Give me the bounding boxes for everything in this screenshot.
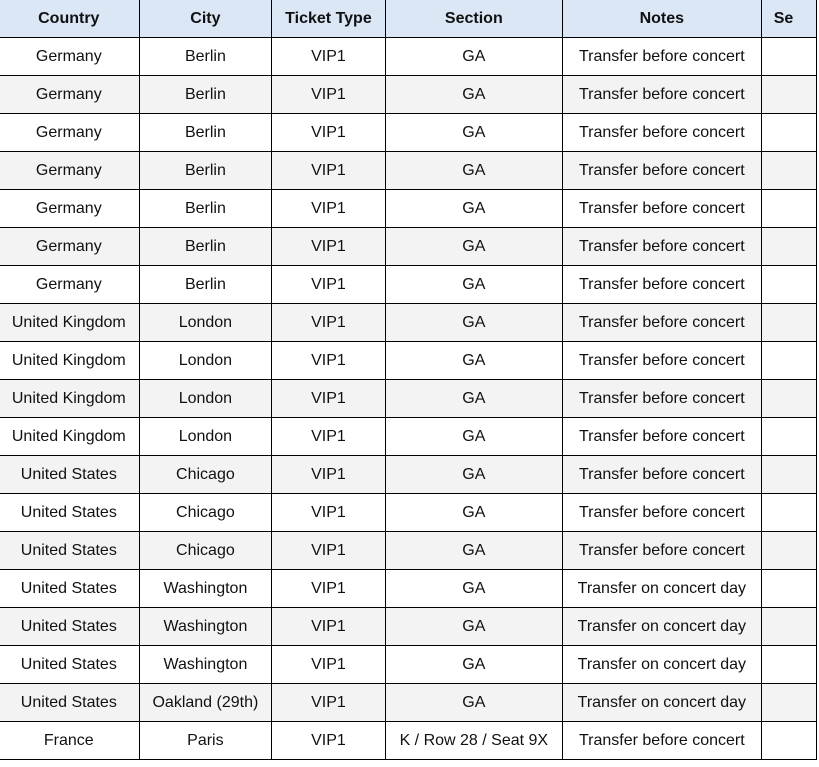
table-row[interactable]: [0, 380, 817, 418]
cell-city: Berlin: [139, 152, 272, 190]
cell-truncated-column: [761, 228, 816, 266]
cell-truncated-column: [761, 152, 816, 190]
cell-city: Paris: [139, 722, 272, 760]
cell-ticket-type: VIP1: [272, 456, 386, 494]
cell-truncated-column: [761, 456, 816, 494]
cell-city: Berlin: [139, 190, 272, 228]
cell-section: GA: [385, 38, 562, 76]
cell-notes: Transfer on concert day: [562, 608, 761, 646]
cell-truncated-column: [761, 646, 816, 684]
cell-section: GA: [385, 304, 562, 342]
cell-notes: Transfer before concert: [562, 304, 761, 342]
cell-notes: Transfer before concert: [562, 456, 761, 494]
table-row[interactable]: [0, 114, 817, 152]
cell-ticket-type: VIP1: [272, 570, 386, 608]
cell-city: Berlin: [139, 38, 272, 76]
cell-section: GA: [385, 380, 562, 418]
table-row[interactable]: [0, 608, 817, 646]
cell-truncated-column: [761, 570, 816, 608]
cell-notes: Transfer before concert: [562, 532, 761, 570]
table-row[interactable]: [0, 190, 817, 228]
table-row[interactable]: [0, 646, 817, 684]
cell-truncated-column: [761, 266, 816, 304]
cell-truncated-column: [761, 38, 816, 76]
cell-notes: Transfer before concert: [562, 152, 761, 190]
cell-country: United Kingdom: [0, 342, 139, 380]
cell-notes: Transfer before concert: [562, 418, 761, 456]
cell-country: United States: [0, 494, 139, 532]
table-row[interactable]: [0, 570, 817, 608]
cell-city: Berlin: [139, 228, 272, 266]
cell-truncated-column: [761, 304, 816, 342]
cell-truncated-column: [761, 380, 816, 418]
cell-ticket-type: VIP1: [272, 152, 386, 190]
cell-ticket-type: VIP1: [272, 608, 386, 646]
cell-city: Berlin: [139, 266, 272, 304]
cell-section: GA: [385, 114, 562, 152]
cell-country: United States: [0, 456, 139, 494]
cell-country: Germany: [0, 266, 139, 304]
table-row[interactable]: [0, 532, 817, 570]
cell-notes: Transfer before concert: [562, 76, 761, 114]
cell-section: GA: [385, 418, 562, 456]
cell-ticket-type: VIP1: [272, 418, 386, 456]
cell-section: GA: [385, 532, 562, 570]
cell-section: K / Row 28 / Seat 9X: [385, 722, 562, 760]
cell-ticket-type: VIP1: [272, 76, 386, 114]
table-row[interactable]: [0, 684, 817, 722]
cell-country: United Kingdom: [0, 380, 139, 418]
table-row[interactable]: [0, 152, 817, 190]
header-truncated-column[interactable]: Se: [761, 0, 816, 38]
cell-notes: Transfer before concert: [562, 190, 761, 228]
cell-section: GA: [385, 646, 562, 684]
cell-country: Germany: [0, 114, 139, 152]
cell-city: Chicago: [139, 494, 272, 532]
cell-truncated-column: [761, 722, 816, 760]
cell-notes: Transfer before concert: [562, 114, 761, 152]
cell-city: Washington: [139, 646, 272, 684]
cell-notes: Transfer before concert: [562, 494, 761, 532]
cell-ticket-type: VIP1: [272, 266, 386, 304]
cell-ticket-type: VIP1: [272, 684, 386, 722]
cell-country: United States: [0, 570, 139, 608]
cell-country: Germany: [0, 152, 139, 190]
cell-notes: Transfer on concert day: [562, 684, 761, 722]
table-row[interactable]: [0, 418, 817, 456]
cell-notes: Transfer on concert day: [562, 570, 761, 608]
table-row[interactable]: [0, 266, 817, 304]
table-row[interactable]: [0, 38, 817, 76]
cell-city: Washington: [139, 570, 272, 608]
cell-section: GA: [385, 152, 562, 190]
cell-notes: Transfer before concert: [562, 342, 761, 380]
cell-country: United Kingdom: [0, 418, 139, 456]
header-notes[interactable]: Notes: [562, 0, 761, 38]
cell-section: GA: [385, 190, 562, 228]
header-row: [0, 0, 817, 38]
table-body: [0, 38, 817, 760]
cell-truncated-column: [761, 532, 816, 570]
cell-notes: Transfer before concert: [562, 228, 761, 266]
cell-section: GA: [385, 570, 562, 608]
cell-country: Germany: [0, 76, 139, 114]
table-row[interactable]: [0, 304, 817, 342]
cell-section: GA: [385, 684, 562, 722]
cell-country: United States: [0, 646, 139, 684]
cell-ticket-type: VIP1: [272, 532, 386, 570]
cell-city: Oakland (29th): [139, 684, 272, 722]
cell-truncated-column: [761, 418, 816, 456]
cell-country: United States: [0, 608, 139, 646]
table-row[interactable]: [0, 456, 817, 494]
cell-ticket-type: VIP1: [272, 228, 386, 266]
cell-section: GA: [385, 342, 562, 380]
cell-section: GA: [385, 76, 562, 114]
cell-ticket-type: VIP1: [272, 494, 386, 532]
cell-truncated-column: [761, 76, 816, 114]
table-row[interactable]: [0, 342, 817, 380]
cell-section: GA: [385, 228, 562, 266]
table-row[interactable]: [0, 76, 817, 114]
cell-city: London: [139, 380, 272, 418]
cell-country: United States: [0, 532, 139, 570]
cell-ticket-type: VIP1: [272, 304, 386, 342]
cell-city: Chicago: [139, 532, 272, 570]
cell-truncated-column: [761, 342, 816, 380]
cell-truncated-column: [761, 494, 816, 532]
header-ticket-type[interactable]: Ticket Type: [272, 0, 386, 38]
cell-notes: Transfer before concert: [562, 38, 761, 76]
cell-truncated-column: [761, 608, 816, 646]
cell-city: Chicago: [139, 456, 272, 494]
header-country[interactable]: Country: [0, 0, 139, 38]
cell-ticket-type: VIP1: [272, 380, 386, 418]
cell-ticket-type: VIP1: [272, 190, 386, 228]
cell-ticket-type: VIP1: [272, 646, 386, 684]
cell-ticket-type: VIP1: [272, 722, 386, 760]
cell-city: London: [139, 418, 272, 456]
cell-ticket-type: VIP1: [272, 114, 386, 152]
cell-city: Washington: [139, 608, 272, 646]
cell-section: GA: [385, 494, 562, 532]
cell-notes: Transfer before concert: [562, 722, 761, 760]
header-city[interactable]: City: [139, 0, 272, 38]
cell-notes: Transfer before concert: [562, 380, 761, 418]
cell-notes: Transfer before concert: [562, 266, 761, 304]
cell-country: United Kingdom: [0, 304, 139, 342]
cell-notes: Transfer on concert day: [562, 646, 761, 684]
cell-section: GA: [385, 456, 562, 494]
cell-ticket-type: VIP1: [272, 342, 386, 380]
table-row[interactable]: [0, 722, 817, 760]
cell-city: London: [139, 304, 272, 342]
cell-truncated-column: [761, 684, 816, 722]
cell-section: GA: [385, 266, 562, 304]
table-row[interactable]: [0, 494, 817, 532]
cell-ticket-type: VIP1: [272, 38, 386, 76]
cell-country: Germany: [0, 228, 139, 266]
cell-truncated-column: [761, 190, 816, 228]
cell-country: Germany: [0, 190, 139, 228]
table-row[interactable]: [0, 228, 817, 266]
header-section[interactable]: Section: [385, 0, 562, 38]
cell-city: London: [139, 342, 272, 380]
cell-section: GA: [385, 608, 562, 646]
cell-country: France: [0, 722, 139, 760]
cell-city: Berlin: [139, 76, 272, 114]
cell-country: Germany: [0, 38, 139, 76]
cell-truncated-column: [761, 114, 816, 152]
cell-country: United States: [0, 684, 139, 722]
cell-city: Berlin: [139, 114, 272, 152]
